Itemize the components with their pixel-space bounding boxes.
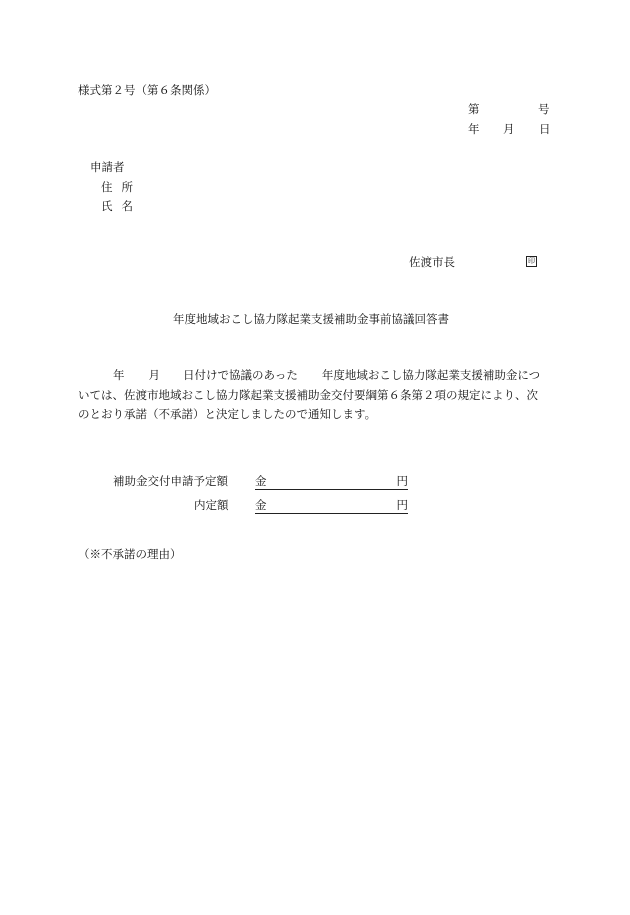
body-text-segment-1: 日付けで協議のあった <box>183 368 298 382</box>
applicant-heading: 申請者 <box>90 160 125 174</box>
document-title: 年度地域おこし協力隊起業支援補助金事前協議回答書 <box>173 312 449 326</box>
mayor-title: 佐渡市長 <box>409 255 455 269</box>
seal-icon: 印 <box>528 257 535 265</box>
body-month-label: 月 <box>148 368 160 382</box>
planned-amount-suffix: 円 <box>396 474 408 488</box>
name-label: 氏名 <box>101 199 142 213</box>
body-paragraph-line-3: のとおり承諾（不承諾）と決定しましたので通知します。 <box>78 407 377 421</box>
body-paragraph-line-1 <box>78 369 540 383</box>
form-number: 様式第２号（第６条関係） <box>78 83 216 97</box>
issue-number-suffix: 号 <box>538 102 550 116</box>
issue-number-prefix: 第 <box>468 102 480 116</box>
fixed-amount-label: 内定額 <box>194 498 229 512</box>
body-year-label: 年 <box>113 368 125 382</box>
fixed-amount-suffix: 円 <box>396 498 408 512</box>
date-day-label: 日 <box>539 122 551 136</box>
planned-amount-field <box>255 475 408 490</box>
date-month-label: 月 <box>503 122 515 136</box>
address-label: 住所 <box>101 180 142 194</box>
rejection-reason-label: （※不承諾の理由） <box>78 547 182 561</box>
body-paragraph-line-2: いては、佐渡市地域おこし協力隊起業支援補助金交付要綱第６条第２項の規定により、次 <box>78 388 538 402</box>
planned-amount-label: 補助金交付申請予定額 <box>113 474 228 488</box>
fixed-amount-field <box>255 499 408 514</box>
planned-amount-prefix: 金 <box>255 474 267 488</box>
fixed-amount-prefix: 金 <box>255 498 267 512</box>
body-text-segment-2: 年度地域おこし協力隊起業支援補助金につ <box>321 368 541 382</box>
date-year-label: 年 <box>468 122 480 136</box>
